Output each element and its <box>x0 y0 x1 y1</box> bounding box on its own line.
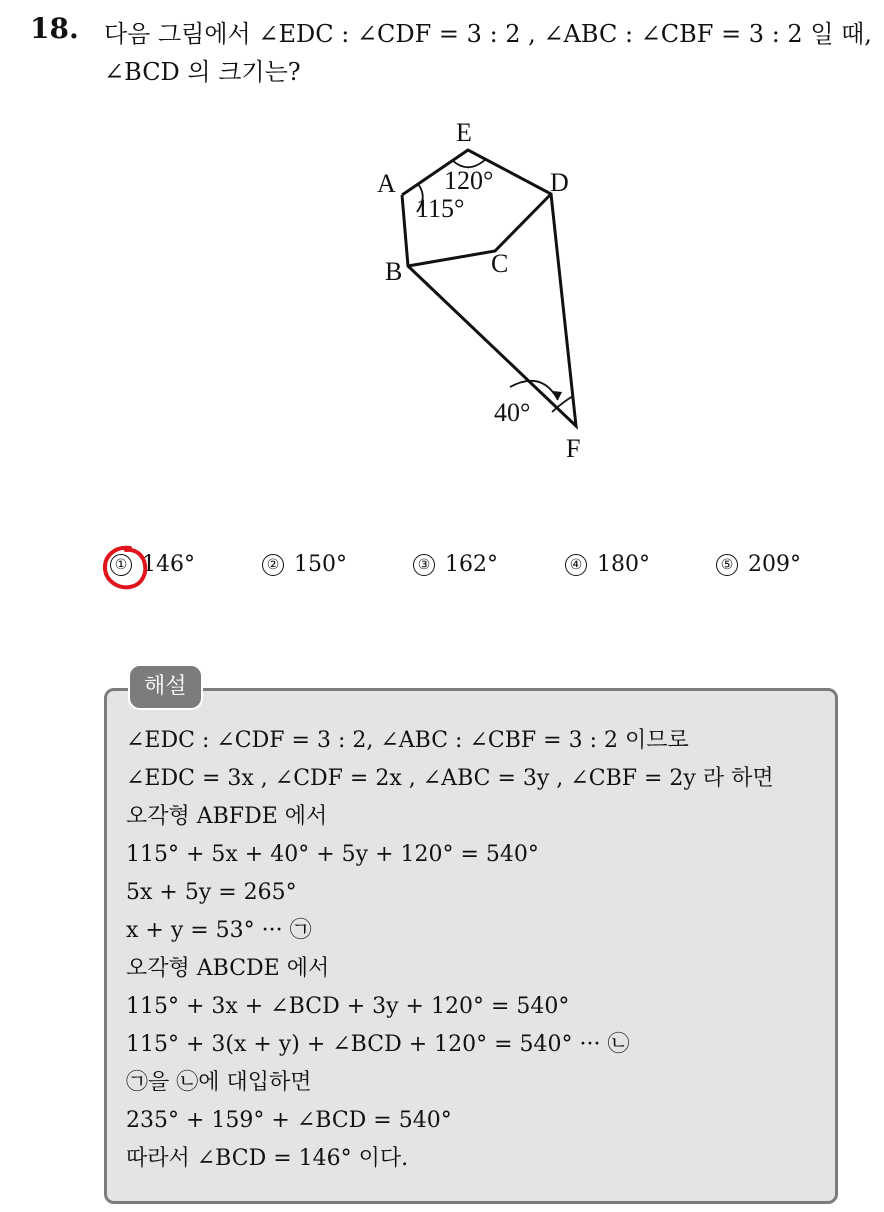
choice-3[interactable] <box>413 552 498 577</box>
choice-marker: ① <box>110 554 132 576</box>
solution-line: 115° + 3(x + y) + ∠BCD + 120° = 540° ··· ㉡ <box>126 1032 630 1057</box>
angle-label-e: 120° <box>444 166 494 195</box>
choice-value: 146° <box>142 552 195 577</box>
solution-line: 5x + 5y = 265° <box>126 880 297 905</box>
solution-line: 115° + 3x + ∠BCD + 3y + 120° = 540° <box>126 994 570 1019</box>
point-label-a: A <box>377 169 396 198</box>
solution-line: ∠EDC : ∠CDF = 3 : 2, ∠ABC : ∠CBF = 3 : 2 이므로 <box>126 728 689 753</box>
choice-4[interactable] <box>565 552 650 577</box>
choice-value: 209° <box>748 552 801 577</box>
choice-5[interactable] <box>716 552 801 577</box>
point-label-e: E <box>456 118 472 147</box>
solution-text <box>126 722 826 1178</box>
solution-line: 따라서 ∠BCD = 146° 이다. <box>126 1146 409 1171</box>
point-label-b: B <box>385 257 403 286</box>
solution-line: ∠EDC = 3x , ∠CDF = 2x , ∠ABC = 3y , ∠CBF = 2y 라 하면 <box>126 766 774 791</box>
solution-tag: 해설 <box>128 664 203 710</box>
answer-circle-mark <box>100 543 154 593</box>
question-text-line-2: ∠BCD 의 크기는? <box>104 58 301 86</box>
choice-value: 150° <box>294 552 347 577</box>
solution-line: x + y = 53° ··· ㉠ <box>126 918 312 943</box>
solution-line: 115° + 5x + 40° + 5y + 120° = 540° <box>126 842 539 867</box>
solution-line: 오각형 ABCDE 에서 <box>126 956 330 981</box>
solution-line: ㉠을 ㉡에 대입하면 <box>126 1070 312 1095</box>
choice-value: 162° <box>445 552 498 577</box>
question-text-line-1: 다음 그림에서 ∠EDC : ∠CDF = 3 : 2 , ∠ABC : ∠CBF = 3 : 2 일 때, <box>104 20 872 48</box>
solution-line: 235° + 159° + ∠BCD = 540° <box>126 1108 452 1133</box>
choice-marker: ③ <box>413 554 435 576</box>
geometry-figure <box>340 100 630 470</box>
angle-label-f: 40° <box>494 398 531 427</box>
question-number: 18. <box>30 12 79 45</box>
angle-arc-f <box>552 396 573 412</box>
point-label-d: D <box>550 168 569 197</box>
choice-2[interactable] <box>262 552 347 577</box>
choice-marker: ⑤ <box>716 554 738 576</box>
solution-line: 오각형 ABFDE 에서 <box>126 804 328 829</box>
choice-marker: ② <box>262 554 284 576</box>
point-label-f: F <box>566 434 581 463</box>
choice-marker: ④ <box>565 554 587 576</box>
choice-value: 180° <box>597 552 650 577</box>
point-label-c: C <box>491 249 509 278</box>
angle-label-a: 115° <box>416 194 465 223</box>
